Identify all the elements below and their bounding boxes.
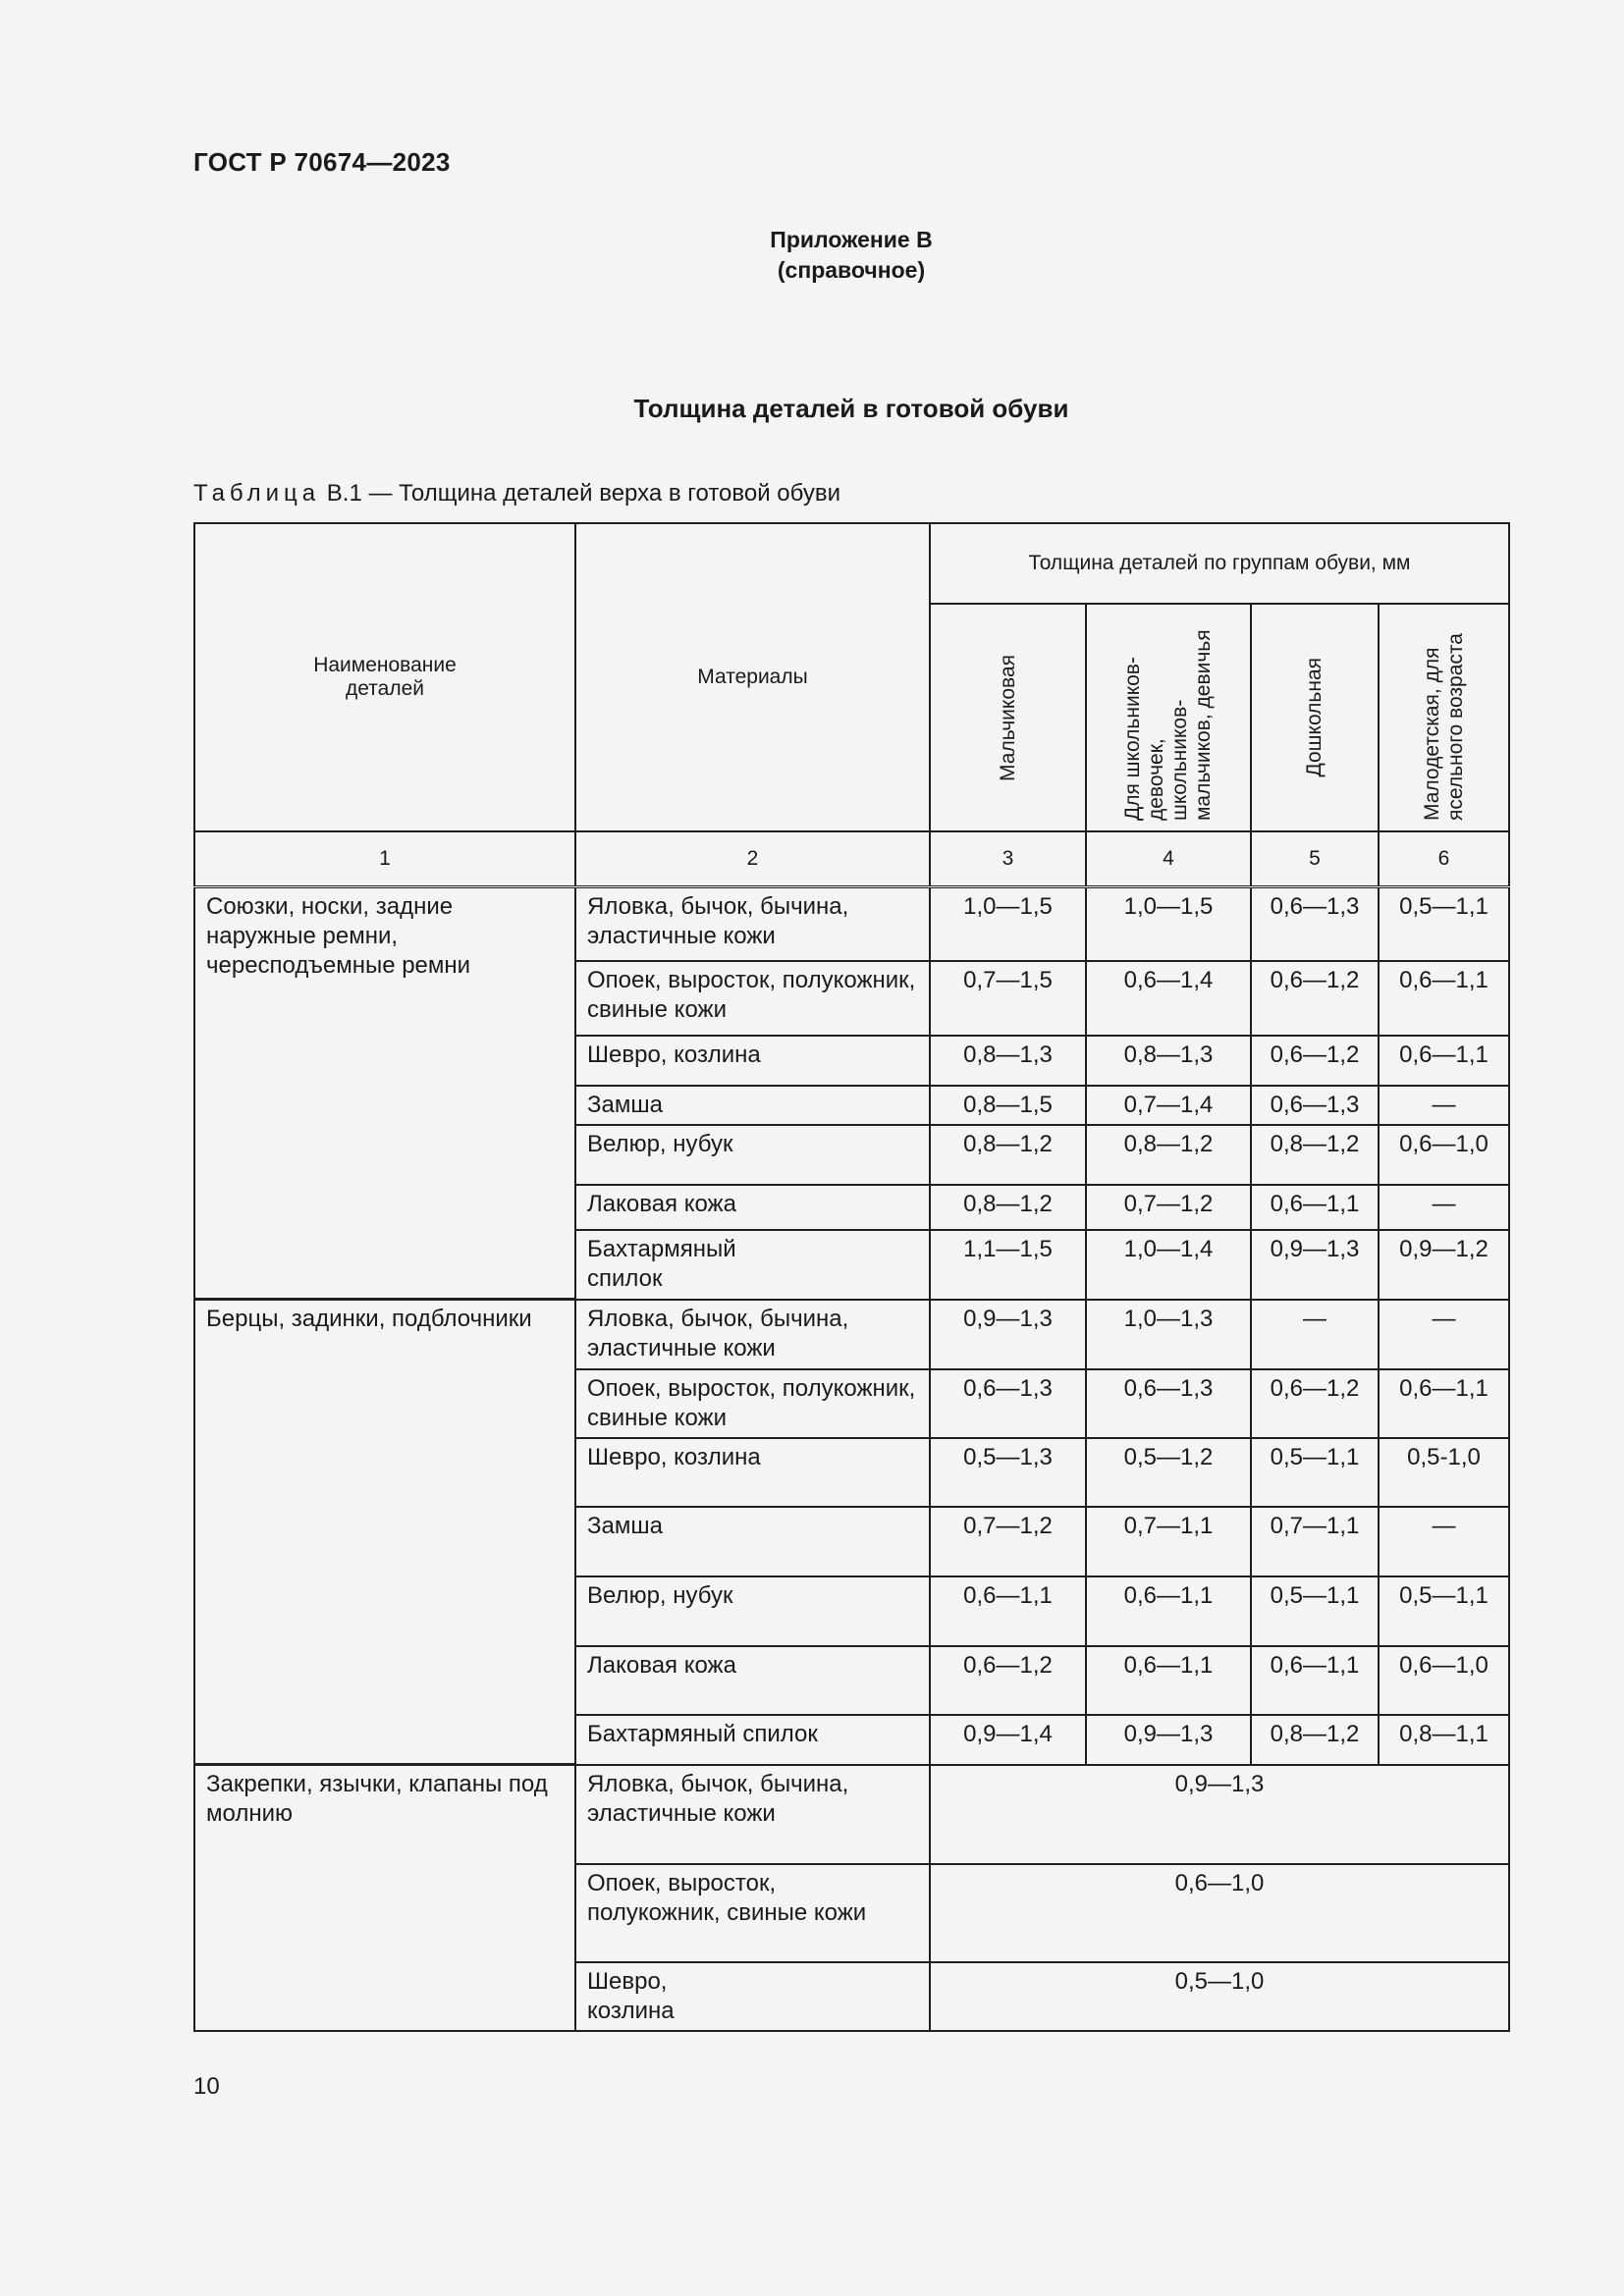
thickness-value: 1,1—1,5 <box>930 1230 1086 1300</box>
material-name: Опоек, выросток, полукожник, свиные кожи <box>575 1864 930 1962</box>
material-name: Бахтармяный спилок <box>575 1230 930 1300</box>
thickness-value: 0,9—1,4 <box>930 1715 1086 1765</box>
header-group-preschool: Дошкольная <box>1251 604 1379 831</box>
thickness-value: 0,6—1,1 <box>1379 961 1509 1036</box>
thickness-value: 0,6—1,3 <box>930 1369 1086 1438</box>
part-name: Берцы, задинки, подблочники <box>194 1300 575 1765</box>
thickness-value: 1,0—1,5 <box>930 887 1086 961</box>
thickness-value: 0,6—1,1 <box>1251 1646 1379 1715</box>
table-row <box>194 887 1509 961</box>
section-title: Толщина деталей в готовой обуви <box>633 394 1069 423</box>
thickness-value: 0,6—1,2 <box>1251 1369 1379 1438</box>
material-name: Опоек, выросток, полукожник, свиные кожи <box>575 961 930 1036</box>
material-name: Шевро, козлина <box>575 1438 930 1507</box>
thickness-value: 0,5—1,1 <box>1251 1576 1379 1646</box>
thickness-value: 0,6—1,1 <box>1086 1576 1251 1646</box>
thickness-value: 1,0—1,4 <box>1086 1230 1251 1300</box>
thickness-value: 0,7—1,1 <box>1251 1507 1379 1576</box>
thickness-value: 0,9—1,3 <box>1086 1715 1251 1765</box>
column-number: 3 <box>930 831 1086 887</box>
material-name: Замша <box>575 1507 930 1576</box>
thickness-value: 0,9—1,3 <box>930 1300 1086 1369</box>
column-number: 2 <box>575 831 930 887</box>
thickness-value: 0,7—1,2 <box>1086 1185 1251 1230</box>
table-row <box>194 1765 1509 1864</box>
thickness-value: — <box>1251 1300 1379 1369</box>
header-group-school: Для школьников-девочек, школьников-мальчиков, девичья <box>1086 604 1251 831</box>
material-name: Яловка, бычок, бычина, эластичные кожи <box>575 1300 930 1369</box>
table-caption-text: В.1 — Толщина деталей верха в готовой обуви <box>320 480 841 507</box>
header-material: Материалы <box>575 523 930 831</box>
appendix-heading <box>0 225 1624 286</box>
thickness-value: 0,7—1,1 <box>1086 1507 1251 1576</box>
thickness-value: 0,7—1,4 <box>1086 1086 1251 1125</box>
thickness-value: 0,8—1,3 <box>1086 1036 1251 1086</box>
thickness-value: 0,6—1,1 <box>1086 1646 1251 1715</box>
appendix-title: Приложение В <box>770 227 933 252</box>
material-name: Шевро, козлина <box>575 1036 930 1086</box>
header-part: Наименование деталей <box>194 523 575 831</box>
thickness-value: — <box>1379 1086 1509 1125</box>
thickness-value: 0,7—1,2 <box>930 1507 1086 1576</box>
header-group-toddler: Малодетская, для ясельного возраста <box>1379 604 1509 831</box>
thickness-value: 0,8—1,2 <box>930 1185 1086 1230</box>
column-number-row <box>194 831 1509 887</box>
thickness-value: 0,5—1,1 <box>1379 1576 1509 1646</box>
thickness-value: 1,0—1,5 <box>1086 887 1251 961</box>
thickness-value: 0,8—1,5 <box>930 1086 1086 1125</box>
material-name: Бахтармяный спилок <box>575 1715 930 1765</box>
material-name: Велюр, нубук <box>575 1125 930 1185</box>
column-number: 4 <box>1086 831 1251 887</box>
thickness-value: 0,5—1,3 <box>930 1438 1086 1507</box>
thickness-value: 0,6—1,1 <box>1379 1369 1509 1438</box>
appendix-type: (справочное) <box>777 257 926 283</box>
thickness-value: 0,5—1,2 <box>1086 1438 1251 1507</box>
thickness-value: 0,6—1,0 <box>1379 1125 1509 1185</box>
thickness-value: 0,6—1,4 <box>1086 961 1251 1036</box>
thickness-value: 0,8—1,1 <box>1379 1715 1509 1765</box>
material-name: Шевро, козлина <box>575 1962 930 2031</box>
thickness-value: 0,6—1,3 <box>1086 1369 1251 1438</box>
thickness-value: 0,6—1,1 <box>930 1576 1086 1646</box>
thickness-value: 0,8—1,2 <box>930 1125 1086 1185</box>
material-name: Лаковая кожа <box>575 1185 930 1230</box>
thickness-value: 0,6—1,0 <box>1379 1646 1509 1715</box>
table-caption-prefix: Таблица <box>193 480 321 507</box>
thickness-value: 0,6—1,1 <box>1379 1036 1509 1086</box>
thickness-table <box>193 522 1510 2032</box>
thickness-value: 0,5-1,0 <box>1379 1438 1509 1507</box>
header-group-boys: Мальчиковая <box>930 604 1086 831</box>
thickness-value: 0,8—1,2 <box>1251 1125 1379 1185</box>
thickness-value: 0,6—1,3 <box>1251 887 1379 961</box>
thickness-value: — <box>1379 1507 1509 1576</box>
material-name: Велюр, нубук <box>575 1576 930 1646</box>
thickness-value: 0,6—1,3 <box>1251 1086 1379 1125</box>
thickness-value: — <box>1379 1300 1509 1369</box>
thickness-value: 0,6—1,2 <box>930 1646 1086 1715</box>
thickness-value: 0,9—1,2 <box>1379 1230 1509 1300</box>
table-caption <box>193 480 840 507</box>
material-name: Замша <box>575 1086 930 1125</box>
thickness-value: 0,6—1,2 <box>1251 961 1379 1036</box>
thickness-value: 1,0—1,3 <box>1086 1300 1251 1369</box>
thickness-value: — <box>1379 1185 1509 1230</box>
table-row <box>194 1300 1509 1369</box>
thickness-value: 0,9—1,3 <box>1251 1230 1379 1300</box>
document-code: ГОСТ Р 70674—2023 <box>193 147 451 177</box>
thickness-value: 0,8—1,2 <box>1251 1715 1379 1765</box>
thickness-value: 0,5—1,1 <box>1379 887 1509 961</box>
thickness-value: 0,5—1,1 <box>1251 1438 1379 1507</box>
header-thickness-group: Толщина деталей по группам обуви, мм <box>930 523 1509 604</box>
column-number: 5 <box>1251 831 1379 887</box>
thickness-value: 0,8—1,3 <box>930 1036 1086 1086</box>
thickness-value: 0,6—1,0 <box>930 1864 1509 1962</box>
page-number: 10 <box>193 2073 220 2100</box>
thickness-value: 0,7—1,5 <box>930 961 1086 1036</box>
thickness-value: 0,6—1,2 <box>1251 1036 1379 1086</box>
material-name: Яловка, бычок, бычина, эластичные кожи <box>575 1765 930 1864</box>
part-name: Союзки, носки, задние наружные ремни, чересподъемные ремни <box>194 887 575 1300</box>
column-number: 1 <box>194 831 575 887</box>
thickness-value: 0,6—1,1 <box>1251 1185 1379 1230</box>
thickness-value: 0,9—1,3 <box>930 1765 1509 1864</box>
thickness-value: 0,8—1,2 <box>1086 1125 1251 1185</box>
part-name: Закрепки, язычки, клапаны под молнию <box>194 1765 575 2031</box>
column-number: 6 <box>1379 831 1509 887</box>
material-name: Опоек, выросток, полукожник, свиные кожи <box>575 1369 930 1438</box>
thickness-value: 0,5—1,0 <box>930 1962 1509 2031</box>
material-name: Яловка, бычок, бычина, эластичные кожи <box>575 887 930 961</box>
material-name: Лаковая кожа <box>575 1646 930 1715</box>
